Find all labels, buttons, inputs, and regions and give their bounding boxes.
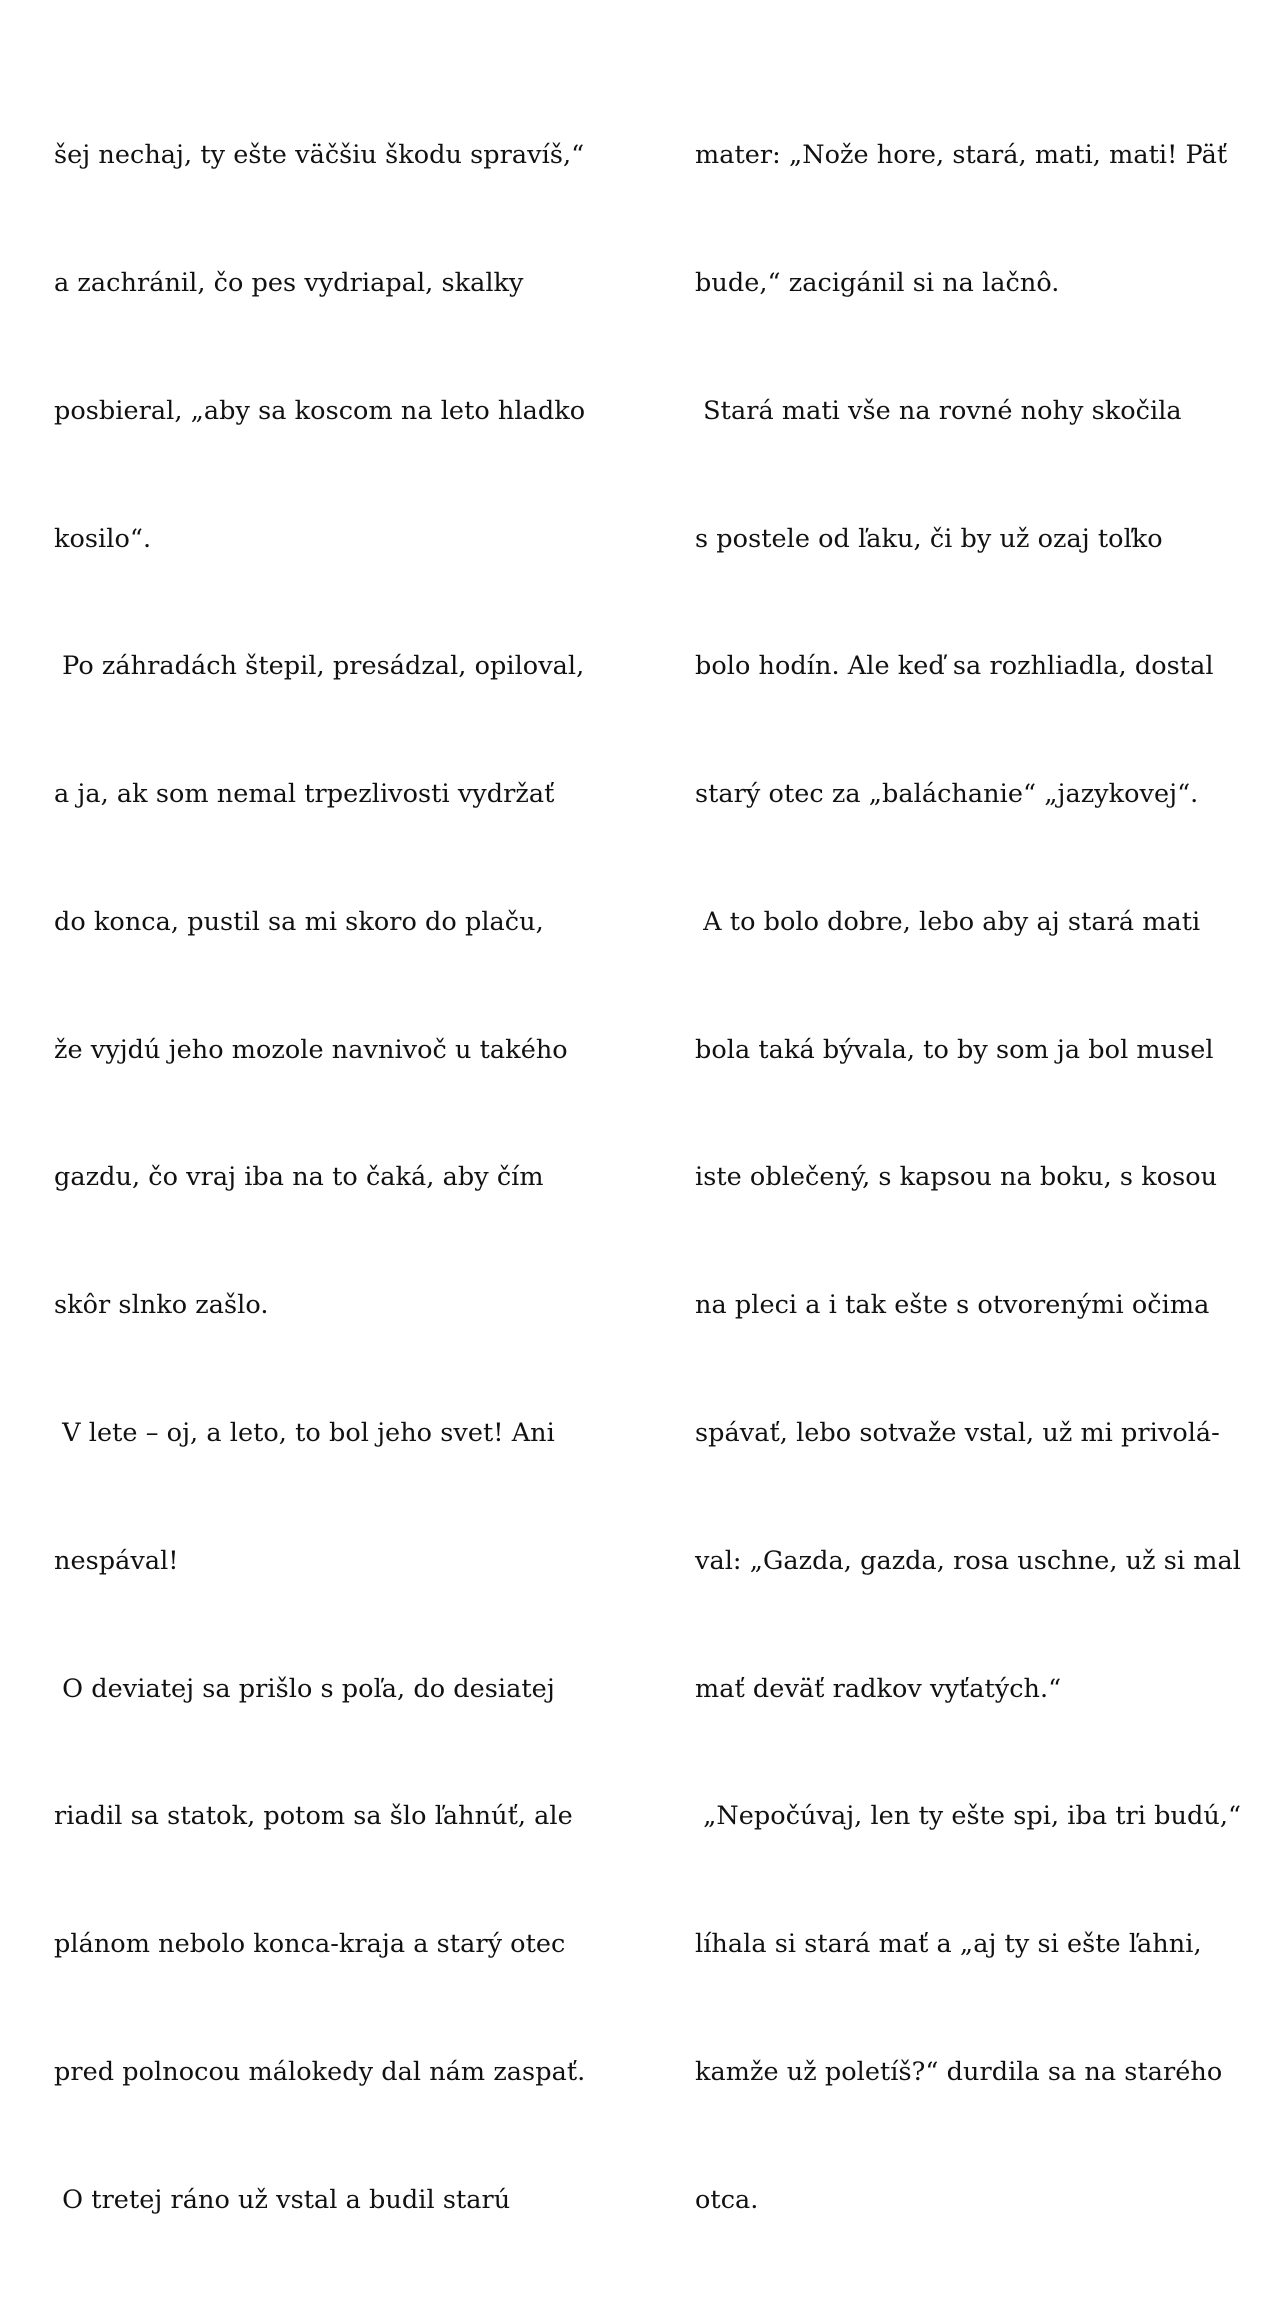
text-line: posbieral, „aby sa koscom na leto hladko — [54, 395, 586, 426]
text-line: kosilo“. — [54, 523, 152, 554]
text-line: A to bolo dobre, lebo aby aj stará mati — [695, 906, 1201, 937]
text-line: nespával! — [54, 1545, 179, 1576]
text-line: „Nepočúvaj, len ty ešte spi, iba tri budú,“ — [695, 1801, 1242, 1832]
text-line: líhala si stará mať a „aj ty si ešte ľahni, — [695, 1929, 1202, 1960]
text-line: O deviatej sa prišlo s poľa, do desiatej — [54, 1673, 555, 1704]
text-line: plánom nebolo konca-kraja a starý otec — [54, 1929, 566, 1960]
text-line: mať deväť radkov vyťatých.“ — [695, 1673, 1062, 1704]
text-line: a ja, ak som nemal trpezlivosti vydržať — [54, 779, 555, 810]
text-line: val: „Gazda, gazda, rosa uschne, už si mal — [695, 1545, 1241, 1576]
text-line: na pleci a i tak ešte s otvorenými očima — [695, 1290, 1210, 1321]
text-line: že vyjdú jeho mozole navnivoč u takého — [54, 1034, 568, 1065]
text-line: s postele od ľaku, či by už ozaj toľko — [695, 523, 1163, 554]
text-line: bude,“ zacigánil si na lačnô. — [695, 267, 1060, 298]
text-line: riadil sa statok, potom sa šlo ľahnúť, ale — [54, 1801, 573, 1832]
text-line: Stará mati vše na rovné nohy skočila — [695, 395, 1182, 426]
text-line: skôr slnko zašlo. — [54, 1290, 269, 1321]
text-line: šej nechaj, ty ešte väčšiu škodu spravíš,“ — [54, 140, 585, 171]
text-line: V lete – oj, a leto, to bol jeho svet! Ani — [54, 1418, 555, 1448]
text-line: gazdu, čo vraj iba na to čaká, aby čím — [54, 1162, 544, 1193]
right-page — [695, 49, 1255, 2306]
text-line: do konca, pustil sa mi skoro do plaču, — [54, 906, 544, 937]
text-line: bolo hodín. Ale keď sa rozhliadla, dostal — [695, 651, 1214, 682]
text-line: pred polnocou málokedy dal nám zaspať. — [54, 2056, 586, 2087]
text-line: spávať, lebo sotvaže vstal, už mi privolá- — [695, 1418, 1220, 1448]
text-line: otca. — [695, 2184, 759, 2215]
text-line: bola taká bývala, to by som ja bol musel — [695, 1034, 1214, 1065]
text-line: starý otec za „baláchanie“ „jazykovej“. — [695, 779, 1199, 810]
text-line: iste oblečený, s kapsou na boku, s kosou — [695, 1162, 1218, 1193]
text-line: mater: „Nože hore, stará, mati, mati! Päť — [695, 140, 1228, 171]
text-line: a zachránil, čo pes vydriapal, skalky — [54, 267, 524, 298]
text-line: kamže už poletíš?“ durdila sa na starého — [695, 2056, 1223, 2087]
text-line: O tretej ráno už vstal a budil starú — [54, 2184, 511, 2215]
text-line: Po záhradách štepil, presádzal, opiloval, — [54, 651, 585, 682]
left-page — [54, 49, 614, 2306]
